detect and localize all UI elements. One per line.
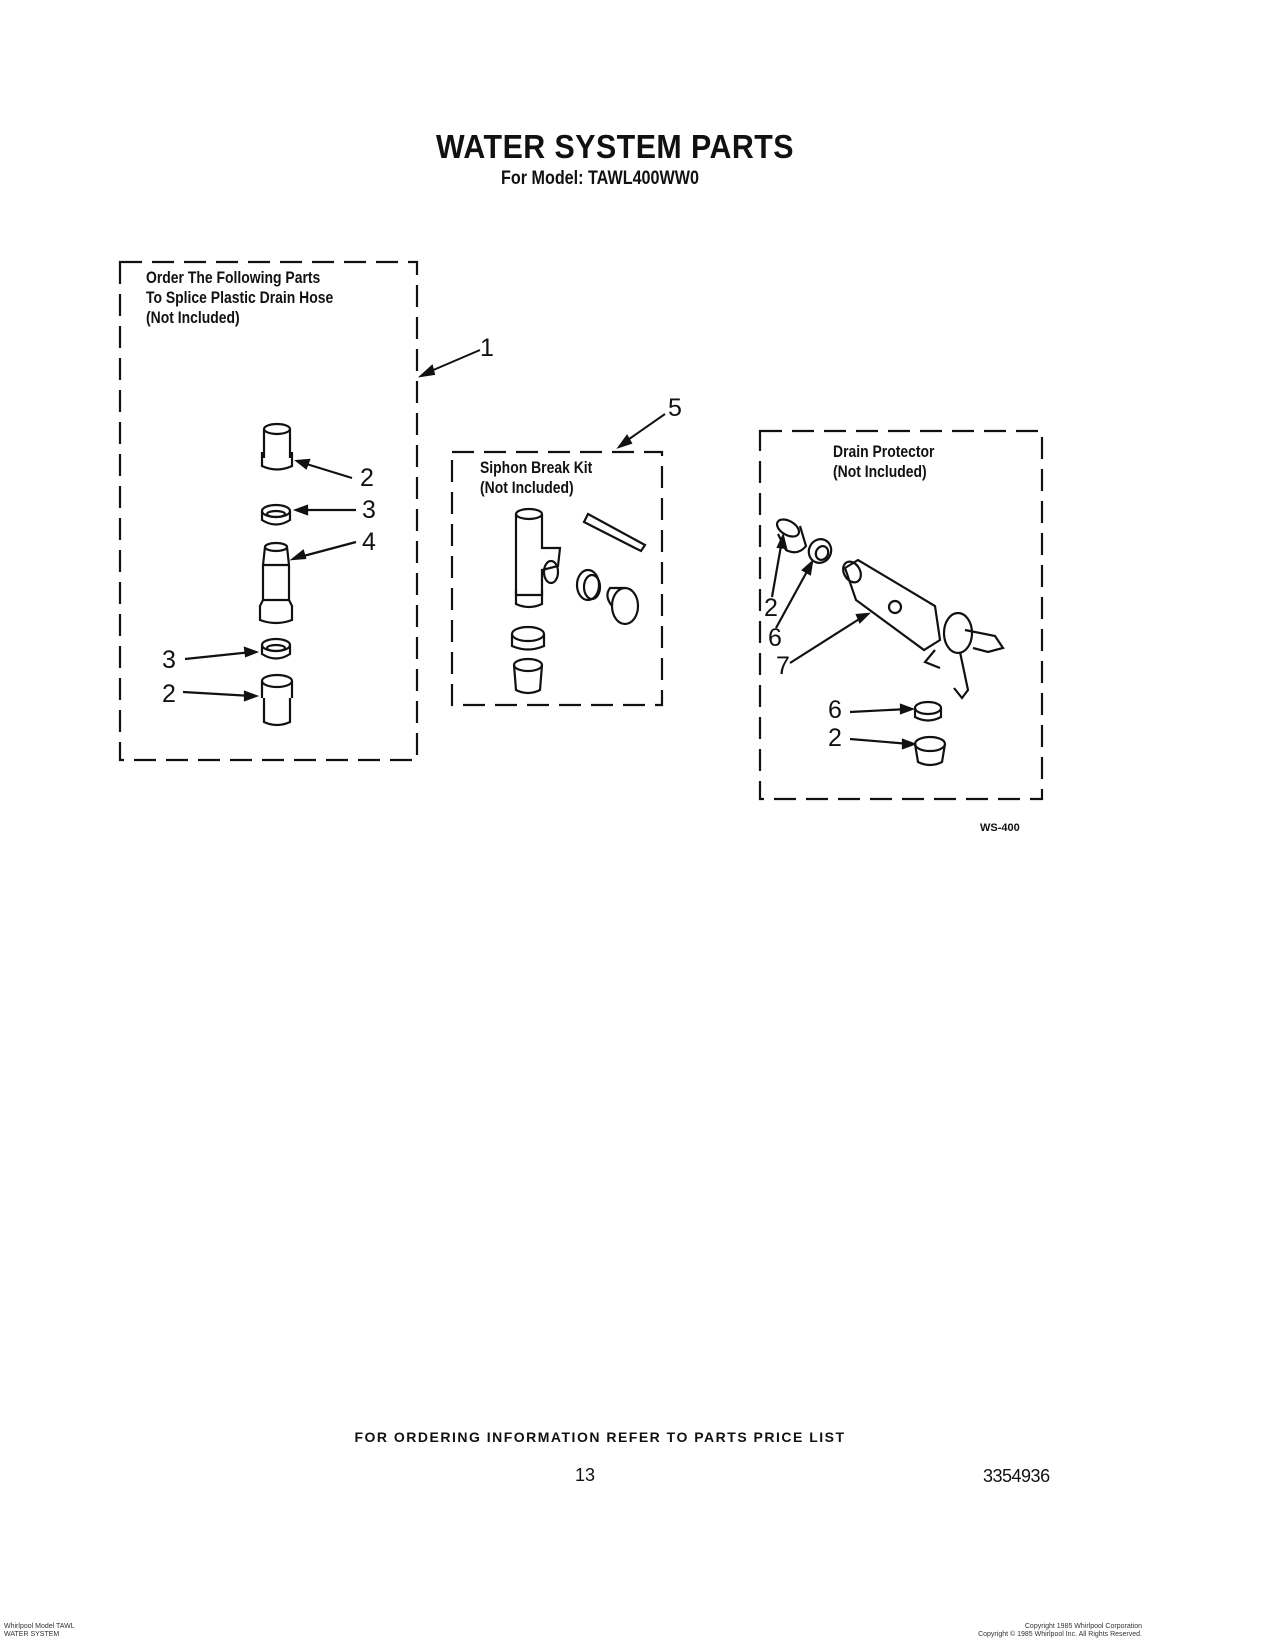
drain-parts — [772, 516, 1003, 765]
group-1-leader — [421, 350, 480, 376]
splice-label-line: To Splice Plastic Drain Hose — [146, 288, 334, 307]
callout-2: 2 — [828, 724, 842, 752]
left-fine-print — [4, 1623, 75, 1639]
page-number: 13 — [575, 1465, 596, 1485]
group-number-5: 5 — [668, 394, 682, 422]
callout-4: 4 — [362, 528, 376, 556]
splice-label-line: Order The Following Parts — [146, 268, 321, 287]
callout-6: 6 — [768, 624, 782, 652]
group-5-leader — [619, 414, 665, 447]
callout-2: 2 — [162, 680, 176, 708]
splice-parts — [183, 424, 356, 725]
figure-code: WS-400 — [980, 822, 1020, 834]
callout-2: 2 — [764, 594, 778, 622]
model-subtitle: For Model: TAWL400WW0 — [501, 168, 699, 189]
fine-print-line: Whirlpool Model TAWL — [4, 1623, 75, 1630]
callout-2: 2 — [360, 464, 374, 492]
callout-6: 6 — [828, 696, 842, 724]
right-fine-print — [950, 1623, 1142, 1639]
drain-label-line: Drain Protector — [833, 442, 935, 461]
group-number-1: 1 — [480, 334, 494, 362]
fine-print-line: Copyright 1985 Whirlpool Corporation — [1024, 1623, 1142, 1630]
callout-3: 3 — [362, 496, 376, 524]
siphon-parts — [512, 509, 645, 693]
drain-label-line: (Not Included) — [833, 462, 927, 481]
siphon-label-line: Siphon Break Kit — [480, 458, 593, 477]
fine-print-line: Copyright © 1985 Whirlpool Inc. All Rights Reserved. — [978, 1631, 1142, 1638]
fine-print-line: WATER SYSTEM — [4, 1631, 60, 1638]
callout-7: 7 — [776, 652, 790, 680]
drain-group-label — [833, 442, 934, 482]
page-title: WATER SYSTEM PARTS — [435, 128, 794, 165]
siphon-group-label — [480, 458, 592, 498]
splice-label-line: (Not Included) — [146, 308, 240, 327]
splice-group-label — [146, 268, 333, 328]
callout-3: 3 — [162, 646, 176, 674]
document-number: 3354936 — [983, 1466, 1050, 1486]
siphon-label-line: (Not Included) — [480, 478, 574, 497]
ordering-note: FOR ORDERING INFORMATION REFER TO PARTS PRICE LIST — [354, 1429, 846, 1445]
